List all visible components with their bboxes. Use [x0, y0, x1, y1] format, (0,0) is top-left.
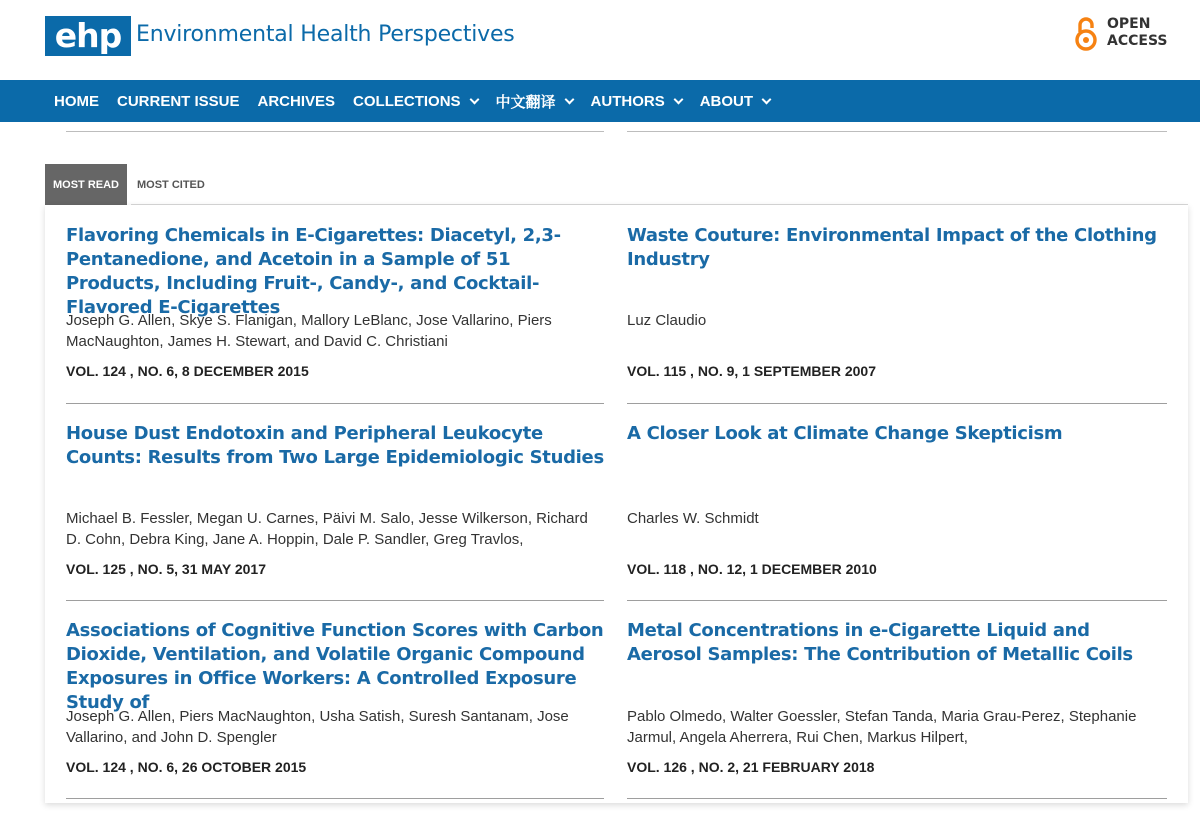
nav-item-home[interactable]: HOME [54, 92, 99, 110]
article-authors: Michael B. Fessler, Megan U. Carnes, Päivi M. Salo, Jesse Wilkerson, Richard D. Cohn, Debra King, Jane A. Hoppin, Dale P. Sandler, Greg Travlos, [66, 510, 588, 548]
article-card [627, 422, 1165, 602]
divider [66, 131, 604, 132]
divider [627, 798, 1167, 799]
nav-item-current-issue[interactable]: CURRENT ISSUE [117, 92, 240, 110]
article-card [627, 224, 1165, 404]
article-volume: VOL. 115 , NO. 9, 1 SEPTEMBER 2007 [627, 363, 876, 379]
article-authors: Pablo Olmedo, Walter Goessler, Stefan Tanda, Maria Grau-Perez, Stephanie Jarmul, Angela Aherrera, Rui Chen, Markus Hilpert, [627, 708, 1137, 746]
article-title-link[interactable]: A Closer Look at Climate Change Skepticism [627, 423, 1063, 444]
article-title-link[interactable]: Waste Couture: Environmental Impact of the Clothing Industry [627, 225, 1157, 270]
chevron-down-icon [564, 94, 574, 104]
tab-most-cited[interactable]: MOST CITED [137, 178, 205, 191]
open-access-label: OPEN ACCESS [1107, 16, 1168, 49]
article-authors: Luz Claudio [627, 312, 707, 329]
most-read-panel [45, 205, 1188, 803]
article-tabs [45, 164, 213, 205]
logo-mark: ehp [54, 16, 122, 55]
article-card [627, 619, 1165, 799]
article-title-link[interactable]: Associations of Cognitive Function Scores with Carbon Dioxide, Ventilation, and Volatile Organic Compound Exposures in Office Workers: A Controlled Exposure Study of [66, 620, 604, 713]
article-card [66, 619, 604, 799]
article-title-link[interactable]: Flavoring Chemicals in E-Cigarettes: Diacetyl, 2,3-Pentanedione, and Acetoin in a Sample of 51 Products, Including Fruit-, Candy-, and Cocktail-Flavored E-Cigarettes [66, 225, 561, 318]
nav-item-chinese-translation[interactable]: 中文翻译 [496, 91, 573, 112]
divider [627, 600, 1167, 601]
open-access-badge [1072, 14, 1172, 54]
nav-item-authors[interactable]: AUTHORS [591, 93, 682, 110]
site-header [0, 0, 1200, 80]
article-authors: Joseph G. Allen, Skye S. Flanigan, Mallory LeBlanc, Jose Vallarino, Piers MacNaughton, James H. Stewart, and David C. Christiani [66, 312, 552, 350]
article-title-link[interactable]: Metal Concentrations in e-Cigarette Liquid and Aerosol Samples: The Contribution of Metallic Coils [627, 620, 1133, 665]
article-volume: VOL. 124 , NO. 6, 26 OCTOBER 2015 [66, 759, 307, 775]
divider [66, 600, 604, 601]
article-volume: VOL. 126 , NO. 2, 21 FEBRUARY 2018 [627, 759, 875, 775]
article-title-link[interactable]: House Dust Endotoxin and Peripheral Leukocyte Counts: Results from Two Large Epidemiologic Studies [66, 423, 604, 468]
divider [627, 131, 1167, 132]
ehp-logo[interactable] [45, 16, 131, 56]
site-name[interactable]: Environmental Health Perspectives [136, 22, 515, 47]
nav-item-archives[interactable]: ARCHIVES [257, 92, 336, 110]
chevron-down-icon [762, 94, 772, 104]
article-card [66, 422, 604, 602]
article-authors: Joseph G. Allen, Piers MacNaughton, Usha Satish, Suresh Santanam, Jose Vallarino, and John D. Spengler [66, 708, 569, 746]
article-volume: VOL. 125 , NO. 5, 31 MAY 2017 [66, 561, 266, 577]
tab-most-read[interactable]: MOST READ [45, 164, 127, 205]
article-card [66, 224, 604, 404]
nav-item-collections[interactable]: COLLECTIONS [353, 93, 478, 110]
divider [66, 798, 604, 799]
main-nav [0, 80, 1200, 122]
nav-item-about[interactable]: ABOUT [700, 93, 770, 110]
divider [66, 403, 604, 404]
article-volume: VOL. 124 , NO. 6, 8 DECEMBER 2015 [66, 363, 309, 379]
chevron-down-icon [673, 94, 683, 104]
article-authors: Charles W. Schmidt [627, 510, 759, 527]
chevron-down-icon [469, 94, 479, 104]
divider [627, 403, 1167, 404]
open-access-lock-icon [1072, 16, 1100, 52]
article-volume: VOL. 118 , NO. 12, 1 DECEMBER 2010 [627, 561, 877, 577]
